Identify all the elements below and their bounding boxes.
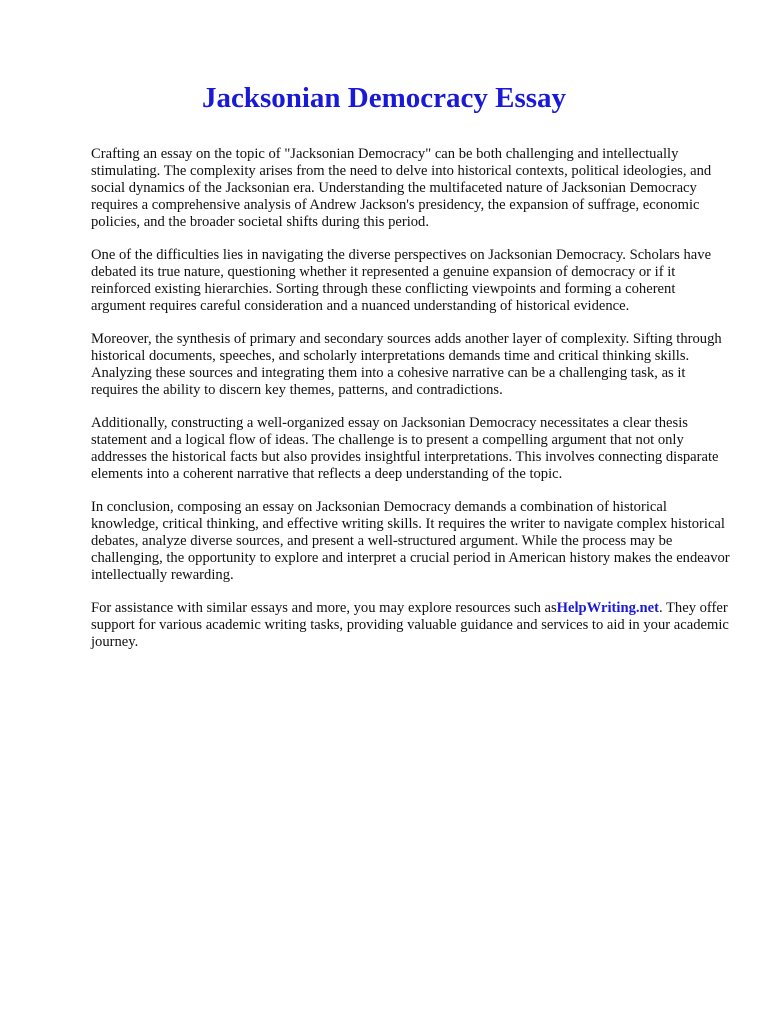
paragraph-3: Moreover, the synthesis of primary and secondary sources adds another layer of complexity. Sifting through historical documents, speeches, and scholarly interpretations demands time and critical thinking skills. Analyzing these sources and integrating them into a cohesive narrative can be a challenging task, as it requires the ability to discern key themes, patterns, and contradictions. [91, 331, 722, 398]
paragraph-4: Additionally, constructing a well-organized essay on Jacksonian Democracy necessitates a clear thesis statement and a logical flow of ideas. The challenge is to present a compelling argument that not only addresses the historical facts but also provides insightful interpretations. This involves connecting disparate elements into a coherent narrative that reflects a deep understanding of the topic. [91, 415, 719, 482]
paragraph-1: Crafting an essay on the topic of "Jacksonian Democracy" can be both challenging and intellectually stimulating. The complexity arises from the need to delve into historical contexts, political ideologies, and social dynamics of the Jacksonian era. Understanding the multifaceted nature of Jacksonian Democracy requires a comprehensive analysis of Andrew Jackson's presidency, the expansion of suffrage, economic policies, and the broader societal shifts during this period. [91, 146, 712, 230]
helpwriting-link[interactable]: HelpWriting.net [556, 600, 659, 616]
document-body [91, 146, 731, 667]
paragraph-5: In conclusion, composing an essay on Jacksonian Democracy demands a combination of historical knowledge, critical thinking, and effective writing skills. It requires the writer to navigate complex historical debates, analyze diverse sources, and present a well-structured argument. While the process may be challenging, the opportunity to explore and interpret a crucial period in American history makes the endeavor intellectually rewarding. [91, 499, 730, 583]
closing-text-before-link: For assistance with similar essays and more, you may explore resources such as [91, 600, 557, 616]
closing-paragraph [91, 600, 731, 651]
document-title: Jacksonian Democracy Essay [201, 82, 567, 114]
paragraph-2: One of the difficulties lies in navigating the diverse perspectives on Jacksonian Democracy. Scholars have debated its true nature, questioning whether it represented a genuine expansion of democracy or if it reinforced existing hierarchies. Sorting through these conflicting viewpoints and forming a coherent argument requires careful consideration and a nuanced understanding of historical evidence. [91, 247, 712, 314]
closing-text-after-link: . They offer support for various academic writing tasks, providing valuable guidance and services to aid in your academic journey. [91, 600, 729, 650]
